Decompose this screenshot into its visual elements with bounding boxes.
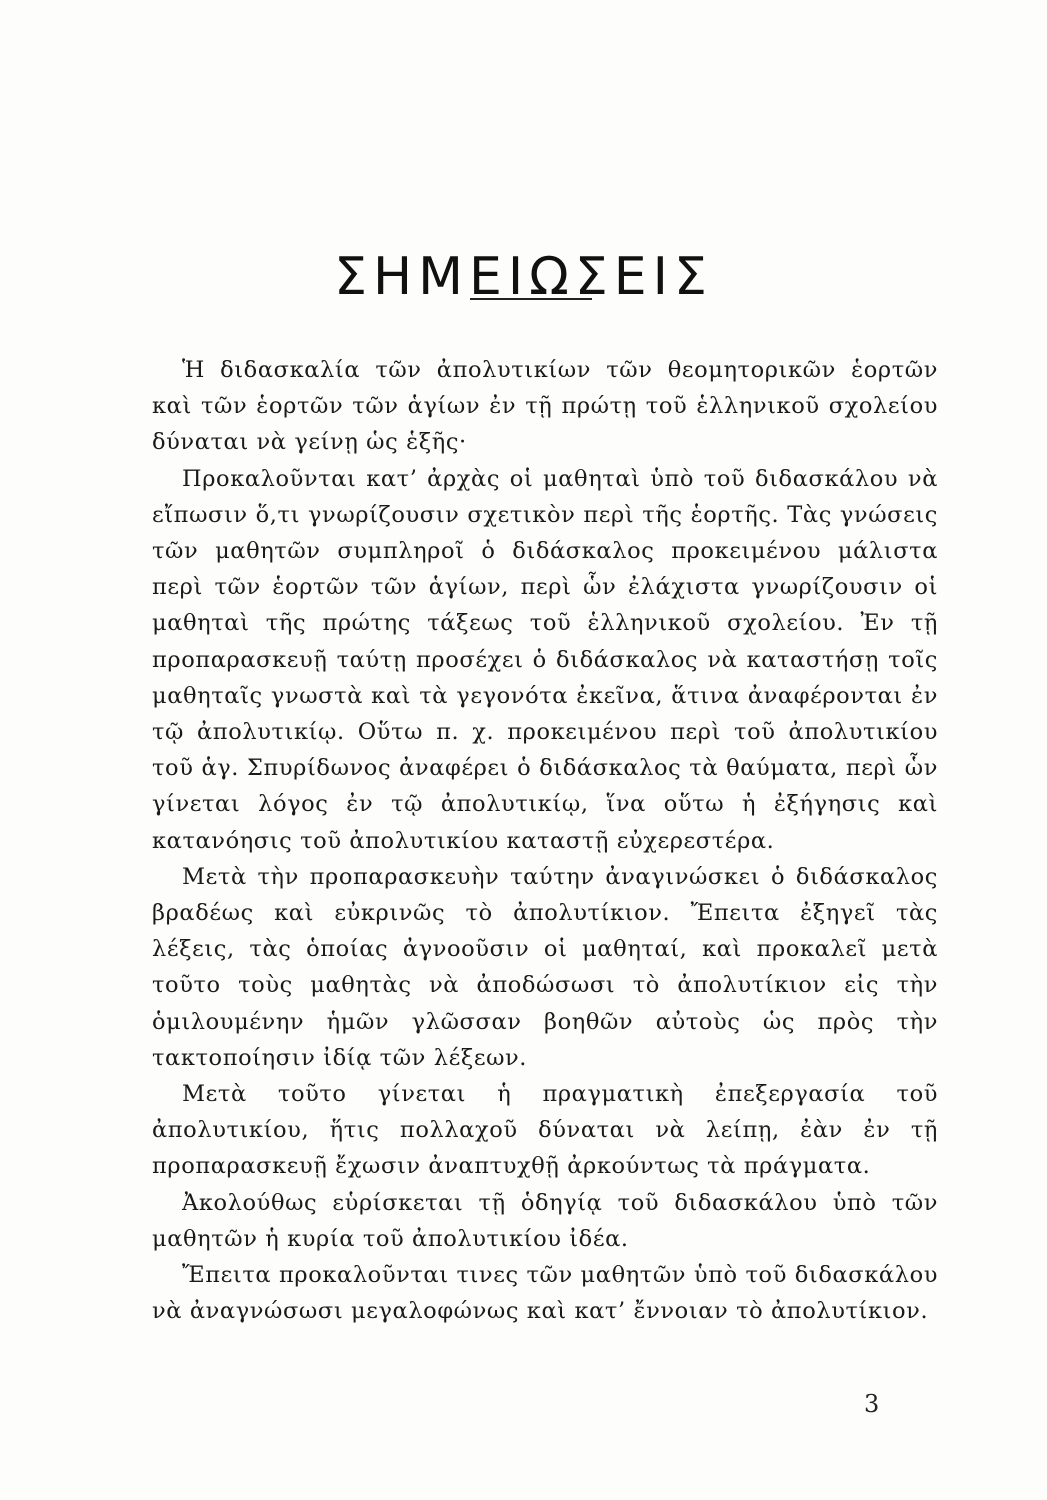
paragraph: Ἀκολούθως εὑρίσκεται τῇ ὁδηγίᾳ τοῦ διδασκάλου ὑπὸ τῶν μαθητῶν ἡ κυρία τοῦ ἀπολυτικίου ἰδέα. [152, 1189, 938, 1252]
page-number: 3 [864, 1390, 880, 1418]
section-heading: ΣΗΜΕΙΩΣΕΙΣ [334, 246, 713, 307]
paragraph: Μετὰ τοῦτο γίνεται ἡ πραγματικὴ ἐπεξεργασία τοῦ ἀπολυτικίου, ἥτις πολλαχοῦ δύναται νὰ λείπῃ, ἐὰν ἐν τῇ προπαρασκευῇ ἔχωσιν ἀναπτυχθῇ ἀρκούντως τὰ πράγματα. [152, 1081, 938, 1180]
paragraph: Ἔπειτα προκαλοῦνται τινες τῶν μαθητῶν ὑπὸ τοῦ διδασκάλου νὰ ἀναγνώσωσι μεγαλοφώνως καὶ κατ’ ἔννοιαν τὸ ἀπολυτίκιον. [152, 1262, 938, 1325]
paragraph: Προκαλοῦνται κατ’ ἀρχὰς οἱ μαθηταὶ ὑπὸ τοῦ διδασκάλου νὰ εἴπωσιν ὅ,τι γνωρίζουσιν σχετικὸν περὶ τῆς ἑορτῆς. Τὰς γνώσεις τῶν μαθητῶν συμπληροῖ ὁ διδάσκαλος προκειμένου μάλιστα περὶ τῶν ἑορτῶν τῶν ἁγίων, περὶ ὧν ἐλάχιστα γνωρίζουσιν οἱ μαθηταὶ τῆς πρώτης τάξεως τοῦ ἑλληνικοῦ σχολείου. Ἐν τῇ προπαρασκευῇ ταύτῃ προσέχει ὁ διδάσκαλος νὰ καταστήσῃ τοῖς μαθηταῖς γνωστὰ καὶ τὰ γεγονότα ἐκεῖνα, ἅτινα ἀναφέρονται ἐν τῷ ἀπολυτικίῳ. Οὕτω π. χ. προκειμένου περὶ τοῦ ἀπολυτικίου τοῦ ἁγ. Σπυρίδωνος ἀναφέρει ὁ διδάσκαλος τὰ θαύματα, περὶ ὧν γίνεται λόγος ἐν τῷ ἀπολυτικίῳ, ἵνα οὕτω ἡ ἐξήγησις καὶ κατανόησις τοῦ ἀπολυτικίου καταστῇ εὐχερεστέρα. [152, 465, 938, 854]
paragraph: Ἡ διδασκαλία τῶν ἀπολυτικίων τῶν θεομητορικῶν ἑορτῶν καὶ τῶν ἑορτῶν τῶν ἁγίων ἐν τῇ πρώτῃ τοῦ ἑλληνικοῦ σχολείου δύναται νὰ γείνῃ ὡς ἑξῆς· [152, 357, 938, 456]
heading-divider [470, 298, 592, 300]
paragraph: Μετὰ τὴν προπαρασκευὴν ταύτην ἀναγινώσκει ὁ διδάσκαλος βραδέως καὶ εὐκρινῶς τὸ ἀπολυτίκιον. Ἔπειτα ἐξηγεῖ τὰς λέξεις, τὰς ὁποίας ἀγνοοῦσιν οἱ μαθηταί, καὶ προκαλεῖ μετὰ τοῦτο τοὺς μαθητὰς νὰ ἀποδώσωσι τὸ ἀπολυτίκιον εἰς τὴν ὁμιλουμένην ἡμῶν γλῶσσαν βοηθῶν αὐτοὺς ὡς πρὸς τὴν τακτοποίησιν ἰδίᾳ τῶν λέξεων. [152, 863, 938, 1071]
body-text [152, 352, 938, 1329]
